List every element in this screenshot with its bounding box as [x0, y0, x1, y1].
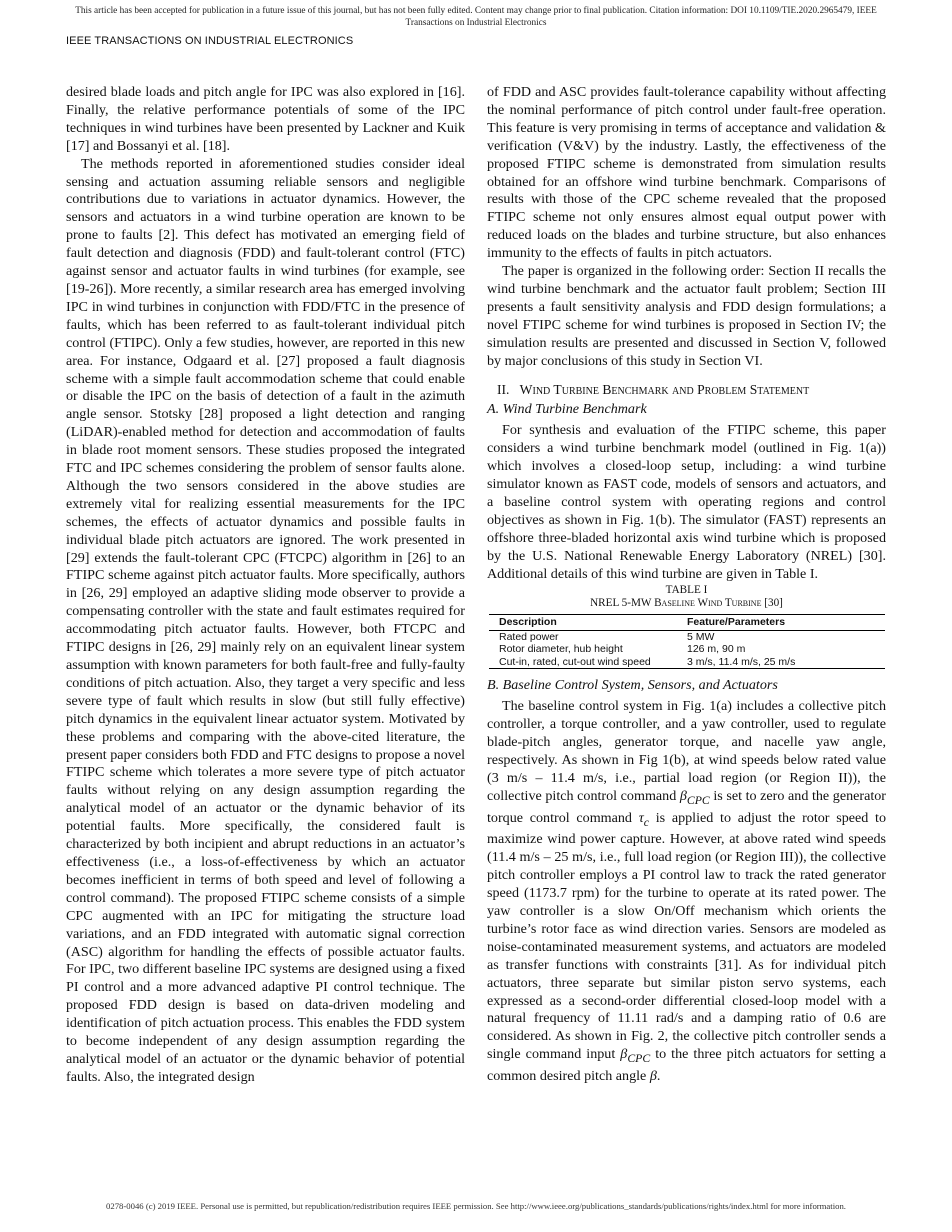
left-paragraph-2: The methods reported in aforementioned studies consider ideal sensing and actuation assuming reliable sensors and negligible contributions due to variations in actuator dynamics. However, the sensors and actuators in a wind turbine operation are known to be prone to faults [2]. This defect has motivated an emerging field of fault detection and diagnosis (FDD) and fault-tolerant control (FTC) against sensor and actuator faults in wind turbines (for example, see [19-26]). More recently, a similar research area has emerged involving IPC in wind turbines in conjunction with FDD/FTC in the presence of faults, which has been referred to as fault-tolerant individual pitch control (FTIPC). Only a few studies, however, are reported in this new area. For instance, Odgaard et al. [27] proposed a fault diagnosis scheme with a simple fault accommodation scheme that could enable or disable the IPC on the basis of detection of a fault in the azimuth angle sensor. Stotsky [28] proposed a light detection and ranging (LiDAR)-enabled method for detection and accommodation of faults in blade root moment sensors. These studies proposed the integrated FTC and IPC schemes considering the problem of sensor faults alone. Although the two sensors considered in the above studies are extremely vital for realizing essential measurements for the IPC schemes, the effects of actuator dynamics and possible faults in individual blade pitch actuators are ignored. The work presented in [29] extends the fault-tolerant CPC (FTCPC) algorithm in [26] to an FTIPC scheme against pitch actuator faults. More specifically, authors in [26, 29] employed an adaptive sliding mode observer to provide a compensating controller with the state and fault estimates required for accommodating pitch actuator faults. However, both FTCPC and FTIPC designs in [26, 29] mainly rely on an equivalent linear system assumption with known parameters for both fault-free and fully-faulty conditions of pitch actuation. Also, they target a very specific and less severe type of fault which results in slow (but still fully effective) pitch dynamics in the equivalent linear actuator system. Motivated by these problems and comparing with the above-cited literature, the present paper considers both FDD and FTC designs to propose a novel FTIPC scheme which tolerates a more severe type of pitch actuator faults without relying on any design assumption regarding the analytical model of an actuator or the dynamic behavior of its potential faults. More specifically, the considered fault is characterized by both incipient and abrupt reductions in an actuator’s effectiveness (i.e., a loss-of-effectiveness by which an actuator becomes inefficient in terms of both speed and level of following a control command). The proposed FTIPC scheme consists of a simple CPC augmented with an IPC for mitigating the structure load variations, and an FDD integrated with automatic signal correction (ASC) algorithm for handling the effects of possible actuator faults. For IPC, two different baseline IPC systems are designed using a fixed PI control and a more advanced adaptive PI control technique. The proposed FDD design is based on data-driven modeling and identification of pitch actuation process. This enables the FDD system to become independent of any design assumption regarding the analytical model of an actuator or the dynamic behavior of potential faults. Also, the integrated design: [66, 155, 465, 1085]
publication-notice: [0, 6, 952, 29]
table-cell: 3 m/s, 11.4 m/s, 25 m/s: [677, 656, 885, 669]
table-header-row: [489, 615, 885, 631]
p4-end: .: [656, 1067, 661, 1084]
publication-notice-line1: This article has been accepted for publication in a future issue of this journal, but has not been fully edited. Content may change prior to final publication. Citation information: DOI 10.1109/TIE.2020.2965479, IEEE: [75, 6, 877, 16]
right-paragraph-4: [487, 698, 886, 1085]
p4-text-b: is set to zero and the generator torque control command: [487, 787, 886, 826]
table-cell: Cut-in, rated, cut-out wind speed: [489, 656, 677, 669]
left-column: [66, 84, 465, 1087]
table-caption: [487, 584, 886, 610]
right-paragraph-3: For synthesis and evaluation of the FTIPC scheme, this paper considers a wind turbine benchmark model (outlined in Fig. 1(a)) which involves a closed-loop setup, including: a wind turbine simulator known as FAST code, models of sensors and actuators, and a baseline control system with operating regions and control objectives as shown in Fig. 1(b). The simulator (FAST) represents an offshore three-bladed horizontal axis wind turbine which is proposed by the U.S. National Renewable Energy Laboratory (NREL) [30]. Additional details of this wind turbine are given in Table I.: [487, 422, 886, 582]
table-label: TABLE I: [665, 584, 708, 597]
table-title: [487, 597, 886, 610]
table-title-ref: [30]: [764, 597, 783, 610]
beta-symbol: β: [649, 1067, 657, 1084]
right-paragraph-2: The paper is organized in the following order: Section II recalls the wind turbine benchmark and the actuator fault problem; Section III presents a fault sensitivity analysis and FDD design formulations; a novel FTIPC scheme for wind turbines is proposed in Section IV; the simulation results are presented and discussed in Section V, followed by major conclusions of this study in Section VI.: [487, 263, 886, 369]
copyright-footer: 0278-0046 (c) 2019 IEEE. Personal use is permitted, but republication/redistribution requires IEEE permission. See http://www.ieee.org/publications_standards/publications/rights/index.html for more information.: [106, 1201, 846, 1211]
p4-text-c: is applied to adjust the rotor speed to maximize wind power capture. However, at above rated wind speeds (11.4 m/s – 25 m/s, i.e., full load region (or Region III)), the collective pitch controller employs a PI control law to track the rated generator speed (1173.7 rpm) for the turbine to operate at its rated power. The yaw controller is a slow On/Off mechanism which orients the turbine’s rotor face as wind direction varies. Sensors are modeled as noise-contaminated measurement systems, and actuators are modeled as transfer functions with constraints [31]. As for individual pitch actuators, three separate but similar piston servo systems, each expressed as a second-order differential closed-loop model with a natural frequency of 11.11 rad/s and a damping ratio of 0.6 are considered. As shown in Fig. 2, the collective pitch controller sends a single command input: [487, 809, 886, 1063]
table-cell: Rated power: [499, 630, 559, 643]
table-title-rest: Baseline Wind Turbine: [654, 597, 762, 610]
subsection-b-heading: B. Baseline Control System, Sensors, and Actuators: [487, 677, 778, 694]
turbine-parameters-table: [489, 614, 885, 669]
publication-notice-line2: Transactions on Industrial Electronics: [405, 17, 547, 28]
subsection-a-heading: A. Wind Turbine Benchmark: [487, 401, 647, 418]
journal-header: IEEE TRANSACTIONS ON INDUSTRIAL ELECTRONICS: [66, 35, 354, 47]
tau-c-symbol: $\tau_c$: [638, 809, 649, 829]
table-cell: Rotor diameter, hub height: [499, 643, 623, 656]
table-header-feature: Feature/Parameters: [677, 615, 885, 631]
table-title-prefix: NREL 5-MW: [590, 597, 652, 610]
beta-cpc-symbol-2: $\beta_{CPC}$: [620, 1046, 651, 1066]
table-row: [489, 630, 885, 643]
table-row: [489, 656, 885, 669]
table-cell: 126 m, 90 m: [687, 643, 746, 656]
table-cell: 5 MW: [687, 630, 715, 643]
table-header-description: Description: [489, 615, 677, 631]
section-2-number: II.: [497, 381, 510, 397]
section-2-title: Wind Turbine Benchmark and Problem Statement: [519, 381, 810, 397]
beta-cpc-symbol: $\beta_{CPC}$: [679, 787, 710, 807]
left-paragraph-1: desired blade loads and pitch angle for IPC was also explored in [16]. Finally, the relative performance potentials of some of the IPC techniques in wind turbines have been presented by Lackner and Kuik [17] and Bossanyi et al. [18].: [66, 84, 465, 154]
right-paragraph-1: of FDD and ASC provides fault-tolerance capability without affecting the nominal performance of pitch control under fault-free operation. This feature is very promising in terms of acceptance and validation & verification (V&V) by the industry. Lastly, the effectiveness of the proposed FTIPC scheme is demonstrated from simulation results obtained for an offshore wind turbine benchmark. Comparisons of results with those of the CPC scheme revealed that the proposed FTIPC scheme not only ensures almost equal output power with reduced loads on the blades and turbine structure, but also enhances immunity to the effects of faults in pitch actuators.: [487, 84, 886, 262]
table-row: [489, 643, 885, 656]
right-column: [487, 84, 886, 1086]
p4-text-d: to the three pitch actuators for setting a common desired pitch angle: [487, 1046, 886, 1084]
p4-text-a: The baseline control system in Fig. 1(a) includes a collective pitch controller, a torque controller, and a yaw controller, used to regulate blade-pitch angles, generator torque, and nacelle yaw angle, respectively. As shown in Fig 1(b), at wind speeds below rated value (3 m/s – 11.4 m/s, i.e., partial load region (or Region II)), the collective pitch control command: [487, 698, 886, 804]
section-2-heading: [487, 381, 886, 399]
